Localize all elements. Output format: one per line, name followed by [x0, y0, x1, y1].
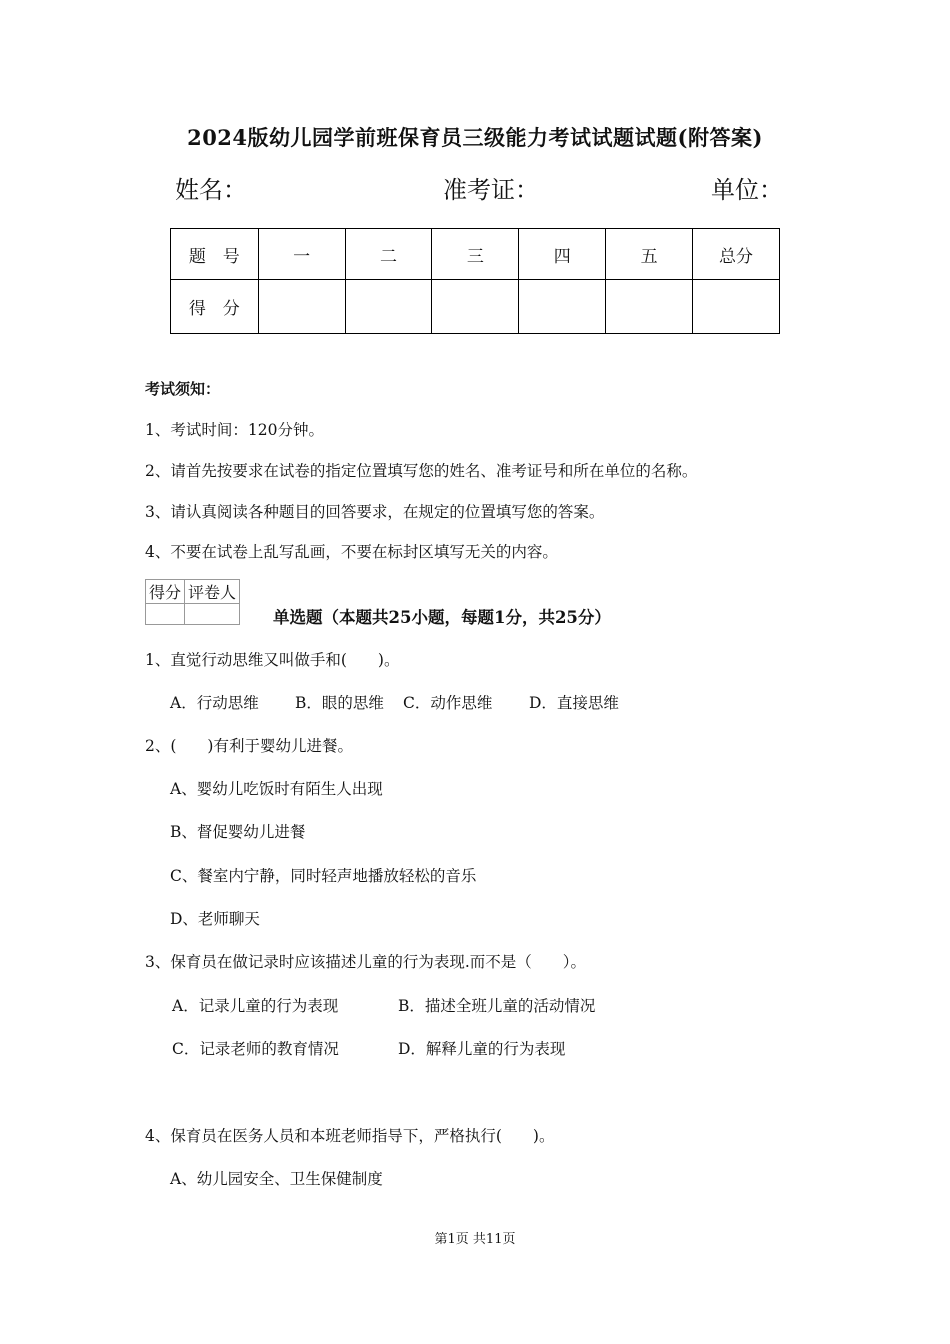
option: A．行动思维 — [170, 694, 259, 712]
question-stem: 3、保育员在做记录时应该描述儿童的行为表现.而不是（ ）。 — [145, 953, 587, 971]
score-table-header-cell: 五 — [606, 229, 693, 280]
score-row-label: 得 分 — [171, 280, 259, 334]
score-table-score-row — [171, 280, 780, 334]
option: D、老师聊天 — [170, 910, 260, 928]
notice-item: 2、请首先按要求在试卷的指定位置填写您的姓名、准考证号和所在单位的名称。 — [145, 462, 698, 480]
score-cell[interactable] — [432, 280, 519, 334]
grader-box — [145, 579, 240, 625]
score-cell[interactable] — [693, 280, 780, 334]
option: D．直接思维 — [529, 694, 619, 712]
name-field-label: 姓名： — [175, 176, 247, 204]
score-table-header-cell: 二 — [345, 229, 432, 280]
option: C．动作思维 — [403, 694, 493, 712]
option: A．记录儿童的行为表现 — [172, 997, 339, 1015]
notice-item: 3、请认真阅读各种题目的回答要求，在规定的位置填写您的答案。 — [145, 503, 605, 521]
question-stem: 4、保育员在医务人员和本班老师指导下，严格执行( )。 — [145, 1127, 555, 1145]
score-table-header-row — [171, 229, 780, 280]
option: B、督促婴幼儿进餐 — [170, 823, 306, 841]
grader-name-cell[interactable] — [185, 604, 240, 625]
score-cell[interactable] — [519, 280, 606, 334]
score-table-header-cell: 三 — [432, 229, 519, 280]
section-title: 单选题（本题共25小题，每题1分，共25分） — [273, 608, 611, 627]
unit-field-label: 单位： — [711, 176, 783, 204]
notice-heading: 考试须知： — [145, 380, 221, 398]
option: A、幼儿园安全、卫生保健制度 — [170, 1170, 383, 1188]
option: D．解释儿童的行为表现 — [398, 1040, 566, 1058]
option: A、婴幼儿吃饭时有陌生人出现 — [170, 780, 383, 798]
notice-item: 1、考试时间：120分钟。 — [145, 421, 324, 439]
score-cell[interactable] — [345, 280, 432, 334]
question-stem: 2、( )有利于婴幼儿进餐。 — [145, 737, 353, 755]
option: C．记录老师的教育情况 — [172, 1040, 339, 1058]
grader-score-label: 得分 — [146, 580, 185, 604]
grader-name-label: 评卷人 — [185, 580, 240, 604]
option: B．眼的思维 — [295, 694, 384, 712]
score-table-header-cell: 四 — [519, 229, 606, 280]
score-cell[interactable] — [258, 280, 345, 334]
option: B．描述全班儿童的活动情况 — [398, 997, 596, 1015]
score-table-header-cell: 题 号 — [171, 229, 259, 280]
score-cell[interactable] — [606, 280, 693, 334]
question-stem: 1、直觉行动思维又叫做手和( )。 — [145, 651, 400, 669]
page-footer: 第1页 共11页 — [434, 1232, 516, 1247]
score-table-header-cell: 总分 — [693, 229, 780, 280]
grader-score-cell[interactable] — [146, 604, 185, 625]
score-table-header-cell: 一 — [258, 229, 345, 280]
exam-id-field-label: 准考证： — [443, 176, 539, 204]
score-table — [170, 228, 780, 334]
notice-item: 4、不要在试卷上乱写乱画，不要在标封区填写无关的内容。 — [145, 543, 558, 561]
exam-title: 2024版幼儿园学前班保育员三级能力考试试题试题(附答案) — [187, 125, 763, 150]
option: C、餐室内宁静，同时轻声地播放轻松的音乐 — [170, 867, 477, 885]
